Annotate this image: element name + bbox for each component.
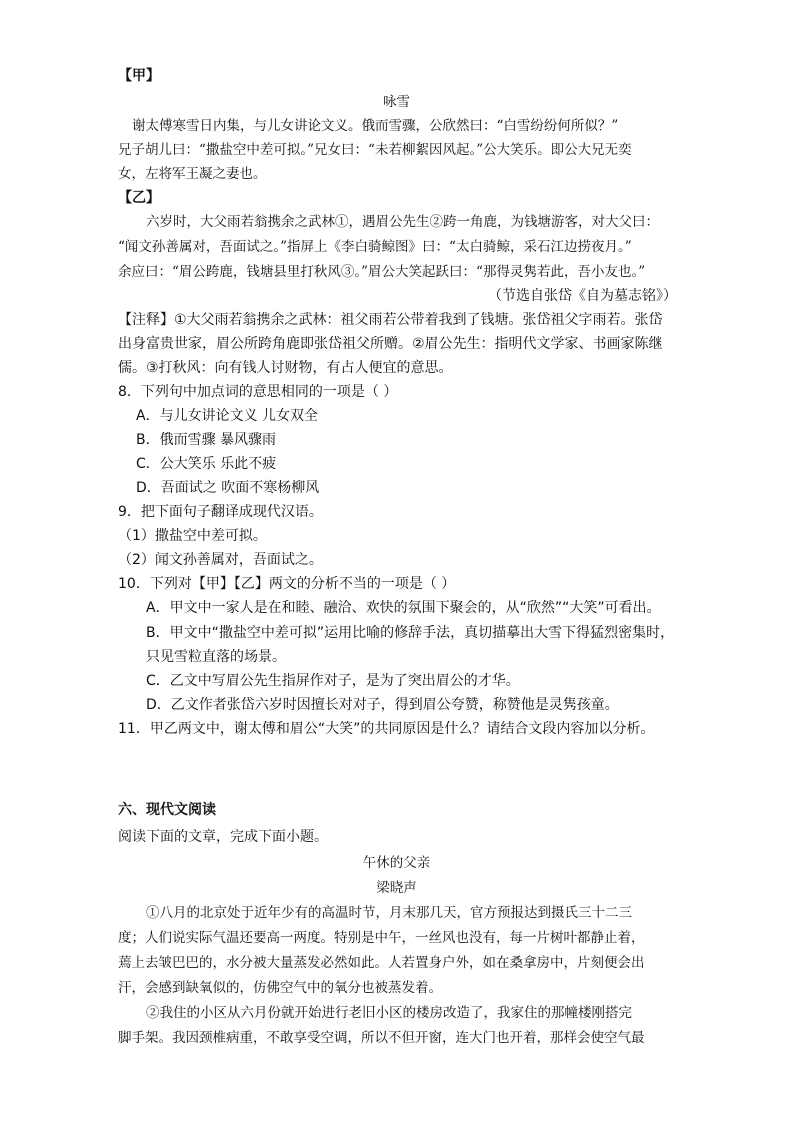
q10-option-d: D．乙文作者张岱六岁时因擅长对对子，得到眉公夸赞，称赞他是灵隽孩童。: [146, 697, 619, 713]
q8-option-b: B．俄而雪骤 暴风骤雨: [136, 432, 277, 448]
yi-line-2: “闻文孙善属对，吾面试之。”指屏上《李白骑鲸图》曰：“太白骑鲸，采石江边捞夜月。”: [118, 239, 632, 255]
section6-instruction: 阅读下面的文章，完成下面小题。: [118, 829, 328, 845]
jia-title: 咏雪: [383, 94, 410, 110]
q8-option-d: D．吾面试之 吹面不寒杨柳风: [136, 480, 320, 496]
article-author: 梁晓声: [376, 880, 417, 896]
yi-source: （节选自张岱《自为墓志铭》）: [488, 288, 677, 304]
article-title: 午休的父亲: [362, 855, 431, 871]
q8-option-a: A．与儿女讲论文义 儿女双全: [136, 408, 319, 424]
q8-stem: 8．下列句中加点词的意思相同的一项是（ ）: [118, 384, 398, 400]
q10-option-c: C．乙文中写眉公先生指屏作对子，是为了突出眉公的才华。: [146, 673, 520, 689]
note-line-2: 出身富贵世家，眉公所跨角鹿即张岱祖父所赠。②眉公先生：指明代文学家、书画家陈继: [118, 336, 663, 352]
q9-item-2: （2）闻文孙善属对，吾面试之。: [118, 552, 323, 568]
article-line-3: 蔫上去皱巴巴的，水分被大量蒸发必然如此。人若置身户外，如在桑拿房中，片刻便会出: [118, 955, 645, 971]
q9-stem: 9．把下面句子翻译成现代汉语。: [118, 504, 323, 520]
note-line-1: 【注释】①大父雨若翁携余之武林：祖父雨若公带着我到了钱塘。张岱祖父字雨若。张岱: [118, 312, 663, 328]
q11-stem: 11．甲乙两文中，谢太傅和眉公“大笑”的共同原因是什么？请结合文段内容加以分析。: [118, 721, 655, 737]
q10-option-b-cont: 只见雪粒直落的场景。: [146, 649, 286, 665]
article-line-1: ①八月的北京处于近年少有的高温时节，月末那几天，官方预报达到摄氏三十二三: [146, 905, 632, 921]
jia-label: 【甲】: [118, 68, 160, 84]
q10-option-b: B．甲文中“撒盐空中差可拟”运用比喻的修辞手法，真切描摹出大雪下得猛烈密集时，: [146, 625, 675, 641]
yi-line-1: 六岁时，大父雨若翁携余之武林①，遇眉公先生②跨一角鹿，为钱塘游客，对大父曰：: [146, 214, 659, 230]
article-line-5: ②我住的小区从六月份就开始进行老旧小区的楼房改造了，我家住的那幢楼刚搭完: [146, 1005, 632, 1021]
jia-line-3: 女，左将军王凝之妻也。: [118, 166, 267, 182]
article-line-6: 脚手架。我因颈椎病重，不敢享受空调，所以不但开窗，连大门也开着，那样会使空气最: [118, 1030, 645, 1046]
article-line-4: 汗，会感到缺氧似的，仿佛空气中的氧分也被蒸发着。: [118, 980, 442, 996]
jia-line-2: 兄子胡儿曰：“撒盐空中差可拟。”兄女曰：“未若柳絮因风起。”公大笑乐。即公大兄无奕: [118, 142, 632, 158]
note-line-3: 儒。③打秋风：向有钱人讨财物，有占人便宜的意思。: [118, 360, 453, 376]
yi-label: 【乙】: [118, 190, 160, 206]
yi-line-3: 余应曰：“眉公跨鹿，钱塘县里打秋风③。”眉公大笑起跃曰：“那得灵隽若此，吾小友也。”: [118, 264, 646, 280]
q10-stem: 10．下列对【甲】【乙】两文的分析不当的一项是（ ）: [118, 576, 456, 592]
q10-option-a: A．甲文中一家人是在和睦、融洽、欢快的氛围下聚会的，从“欣然”“大笑”可看出。: [146, 600, 661, 616]
article-line-2: 度；人们说实际气温还要高一两度。特别是中午，一丝风也没有，每一片树叶都静止着，: [118, 930, 645, 946]
q9-item-1: （1）撒盐空中差可拟。: [118, 528, 267, 544]
section6-heading: 六、现代文阅读: [118, 802, 216, 818]
jia-line-1: 谢太傅寒雪日内集，与儿女讲论文义。俄而雪骤，公欣然曰：“白雪纷纷何所似？”: [132, 118, 619, 134]
q8-option-c: C．公大笑乐 乐此不疲: [136, 456, 277, 472]
